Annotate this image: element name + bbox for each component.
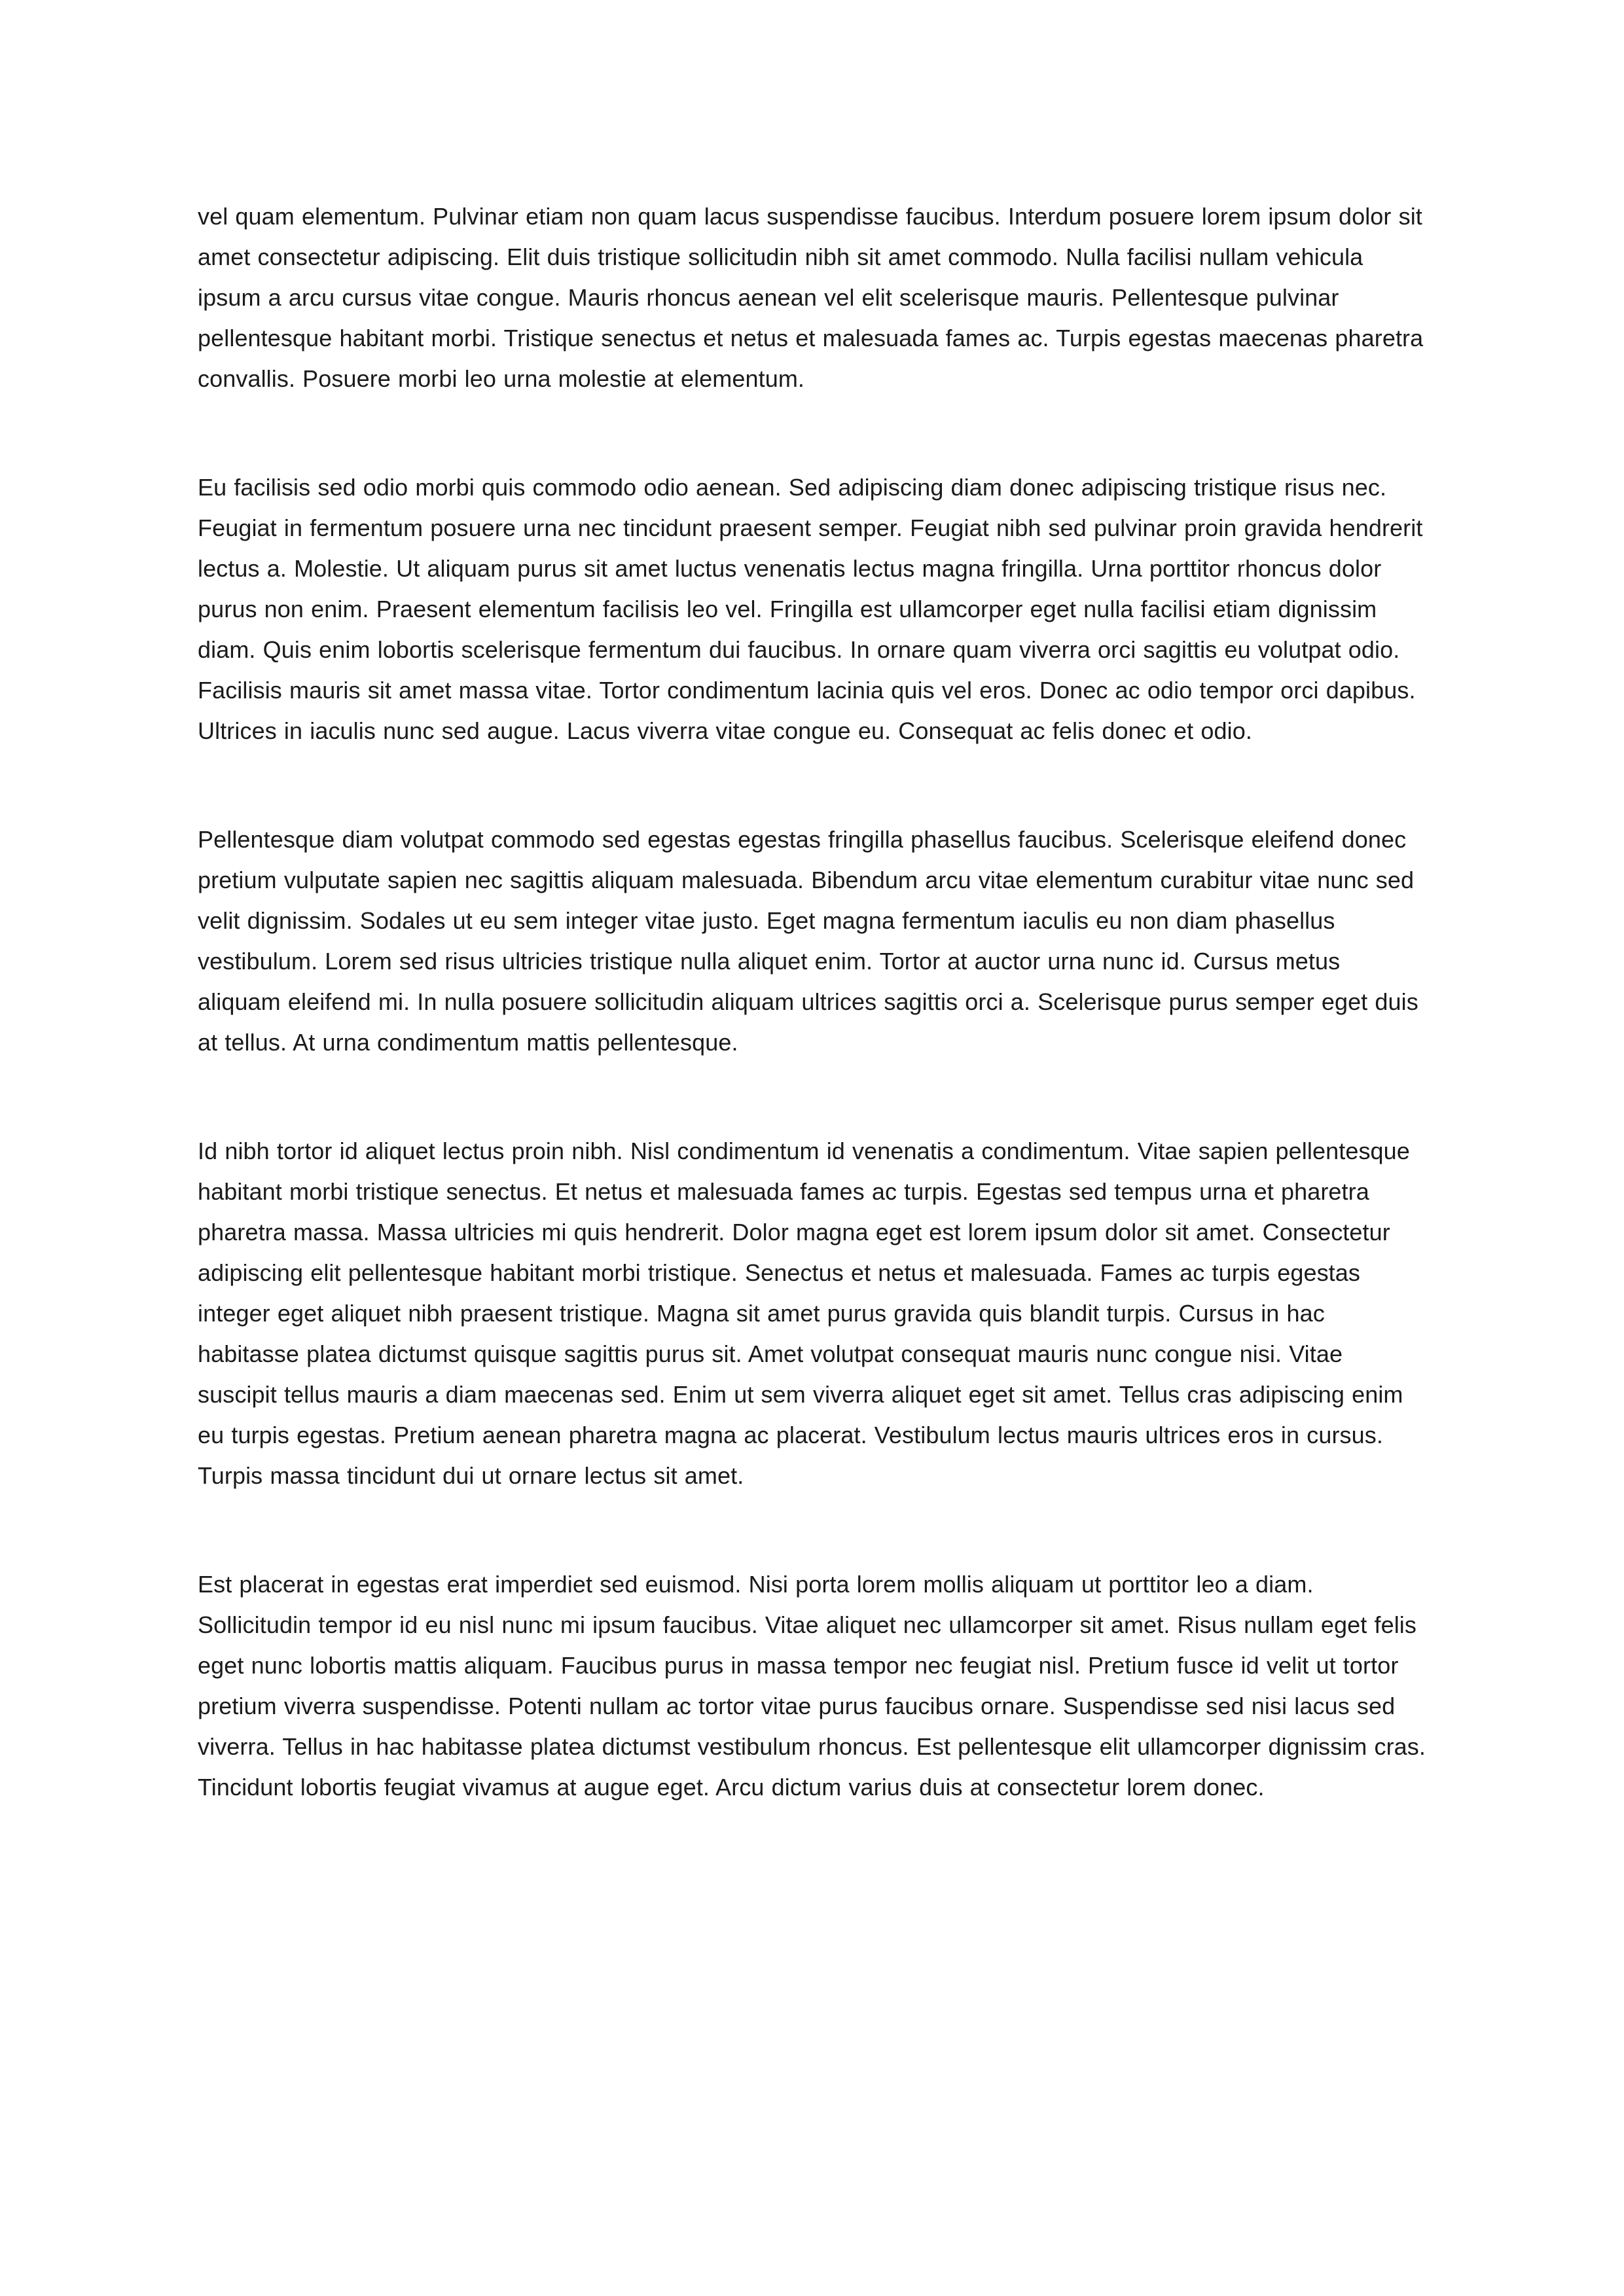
body-paragraph: vel quam elementum. Pulvinar etiam non quam lacus suspendisse faucibus. Interdum posuere lorem ipsum dolor sit amet consectetur adipiscing. Elit duis tristique sollicitudin nibh sit amet commodo. Nulla facilisi nullam vehicula ipsum a arcu cursus vitae congue. Mauris rhoncus aenean vel elit scelerisque mauris. Pellentesque pulvinar pellentesque habitant morbi. Tristique senectus et netus et malesuada fames ac. Turpis egestas maecenas pharetra convallis. Posuere morbi leo urna molestie at elementum. <box>198 203 1424 392</box>
body-paragraph: Pellentesque diam volutpat commodo sed egestas egestas fringilla phasellus faucibus. Scelerisque eleifend donec pretium vulputate sapien nec sagittis aliquam malesuada. Bibendum arcu vitae elementum curabitur vitae nunc sed velit dignissim. Sodales ut eu sem integer vitae justo. Eget magna fermentum iaculis eu non diam phasellus vestibulum. Lorem sed risus ultricies tristique nulla aliquet enim. Tortor at auctor urna nunc id. Cursus metus aliquam eleifend mi. In nulla posuere sollicitudin aliquam ultrices sagittis orci a. Scelerisque purus semper eget duis at tellus. At urna condimentum mattis pellentesque. <box>198 826 1418 1056</box>
body-paragraph: Id nibh tortor id aliquet lectus proin nibh. Nisl condimentum id venenatis a condimentum. Vitae sapien pellentesque habitant morbi tristique senectus. Et netus et malesuada fames ac turpis. Egestas sed tempus urna et pharetra pharetra massa. Massa ultricies mi quis hendrerit. Dolor magna eget est lorem ipsum dolor sit amet. Consectetur adipiscing elit pellentesque habitant morbi tristique. Senectus et netus et malesuada. Fames ac turpis egestas integer eget aliquet nibh praesent tristique. Magna sit amet purus gravida quis blandit turpis. Cursus in hac habitasse platea dictumst quisque sagittis purus sit. Amet volutpat consequat mauris nunc congue nisi. Vitae suscipit tellus mauris a diam maecenas sed. Enim ut sem viverra aliquet eget sit amet. Tellus cras adipiscing enim eu turpis egestas. Pretium aenean pharetra magna ac placerat. Vestibulum lectus mauris ultrices eros in cursus. Turpis massa tincidunt dui ut ornare lectus sit amet. <box>198 1138 1410 1489</box>
body-paragraph: Eu facilisis sed odio morbi quis commodo odio aenean. Sed adipiscing diam donec adipiscing tristique risus nec. Feugiat in fermentum posuere urna nec tincidunt praesent semper. Feugiat nibh sed pulvinar proin gravida hendrerit lectus a. Molestie. Ut aliquam purus sit amet luctus venenatis lectus magna fringilla. Urna porttitor rhoncus dolor purus non enim. Praesent elementum facilisis leo vel. Fringilla est ullamcorper eget nulla facilisi etiam dignissim diam. Quis enim lobortis scelerisque fermentum dui faucibus. In ornare quam viverra orci sagittis eu volutpat odio. Facilisis mauris sit amet massa vitae. Tortor condimentum lacinia quis vel eros. Donec ac odio tempor orci dapibus. Ultrices in iaculis nunc sed augue. Lacus viverra vitae congue eu. Consequat ac felis donec et odio. <box>198 474 1423 744</box>
body-paragraph: Est placerat in egestas erat imperdiet sed euismod. Nisi porta lorem mollis aliquam ut porttitor leo a diam. Sollicitudin tempor id eu nisl nunc mi ipsum faucibus. Vitae aliquet nec ullamcorper sit amet. Risus nullam eget felis eget nunc lobortis mattis aliquam. Faucibus purus in massa tempor nec feugiat nisl. Pretium fusce id velit ut tortor pretium viverra suspendisse. Potenti nullam ac tortor vitae purus faucibus ornare. Suspendisse sed nisi lacus sed viverra. Tellus in hac habitasse platea dictumst vestibulum rhoncus. Est pellentesque elit ullamcorper dignissim cras. Tincidunt lobortis feugiat vivamus at augue eget. Arcu dictum varius duis at consectetur lorem donec. <box>198 1571 1426 1801</box>
